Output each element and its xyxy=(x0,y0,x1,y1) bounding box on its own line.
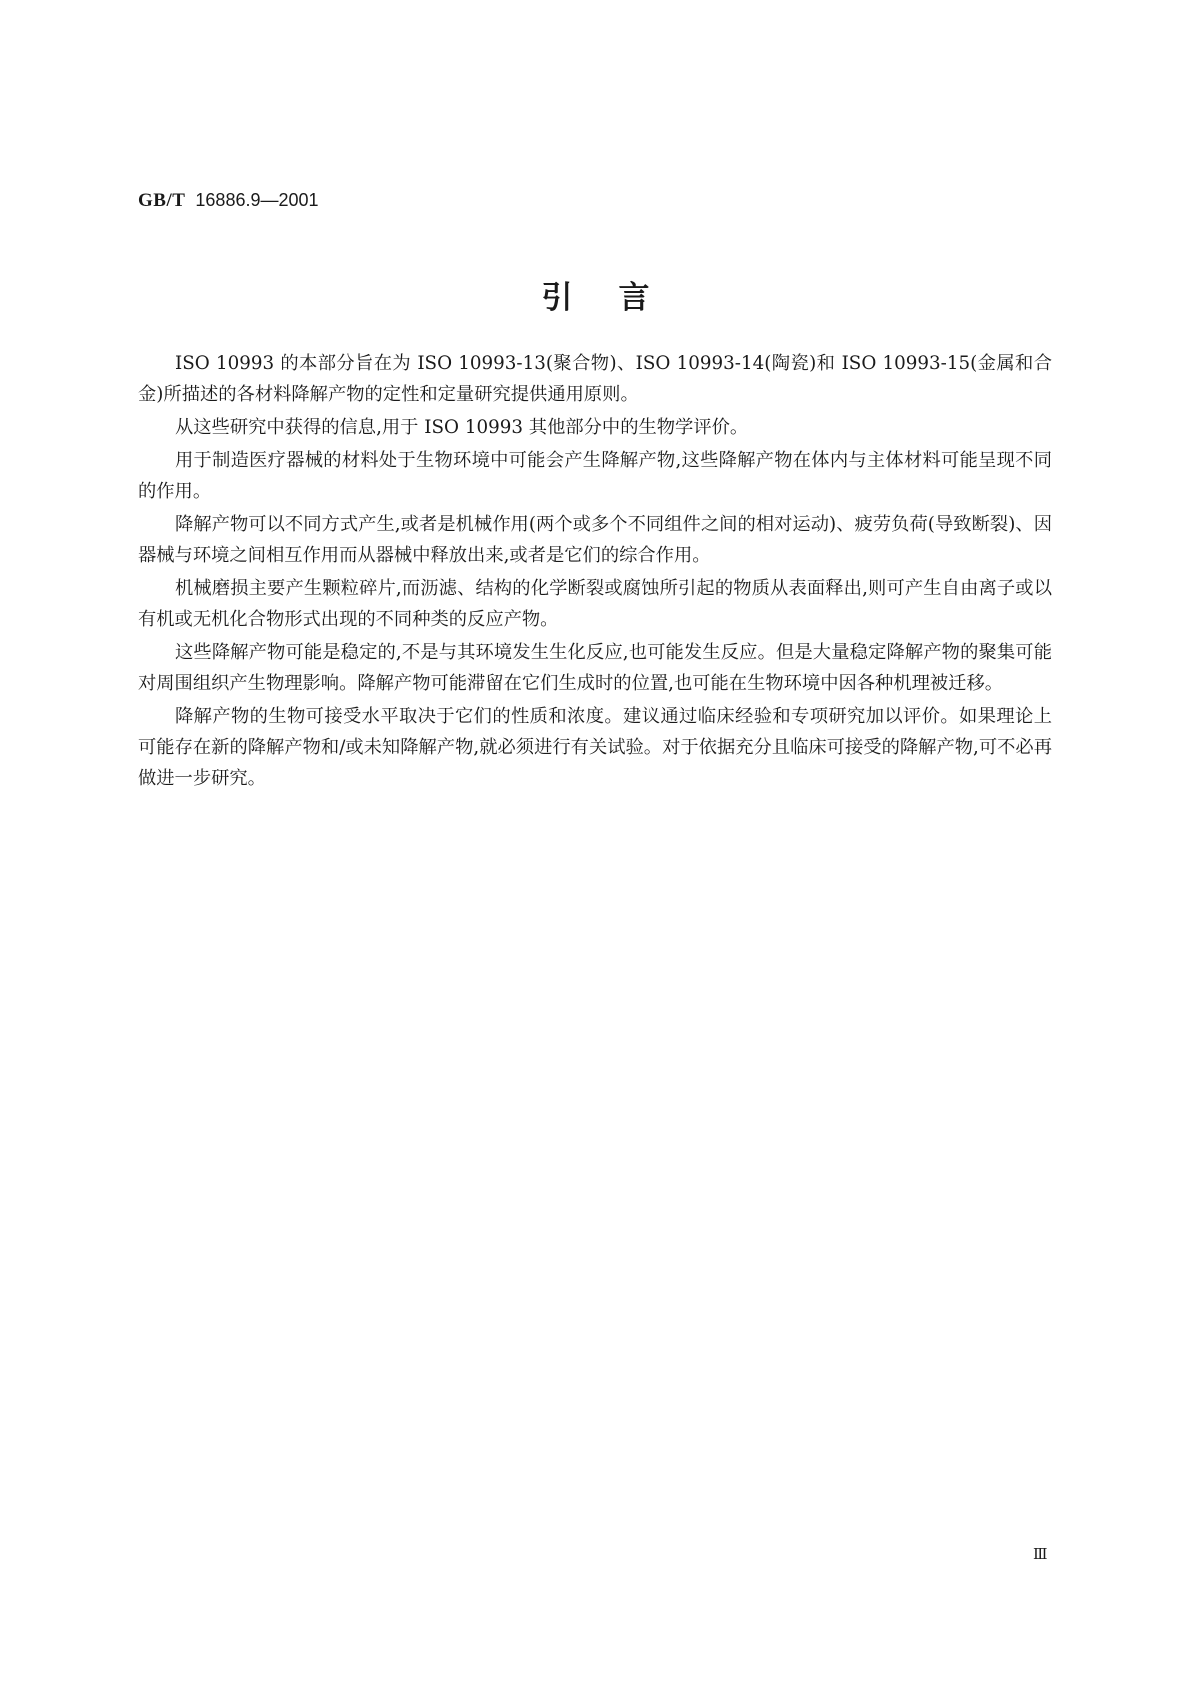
paragraph: ISO 10993 的本部分旨在为 ISO 10993-13(聚合物)、ISO 10993-14(陶瓷)和 ISO 10993-15(金属和合金)所描述的各材料降解产物的定性和定量研究提供通用原则。 xyxy=(138,353,1052,405)
standard-number: 16886.9—2001 xyxy=(195,190,319,210)
standard-prefix: GB/T xyxy=(138,190,186,211)
introduction-body xyxy=(138,348,1052,796)
standard-code-header xyxy=(138,188,319,213)
page-title: 引言 xyxy=(541,280,696,316)
paragraph: 降解产物的生物可接受水平取决于它们的性质和浓度。建议通过临床经验和专项研究加以评价。如果理论上可能存在新的降解产物和/或未知降解产物,就必须进行有关试验。对于依据充分且临床可接受的降解产物,可不必再做进一步研究。 xyxy=(138,706,1052,789)
page-number: Ⅲ xyxy=(1033,1547,1048,1563)
paragraph: 降解产物可以不同方式产生,或者是机械作用(两个或多个不同组件之间的相对运动)、疲劳负荷(导致断裂)、因器械与环境之间相互作用而从器械中释放出来,或者是它们的综合作用。 xyxy=(138,514,1052,566)
paragraph: 这些降解产物可能是稳定的,不是与其环境发生生化反应,也可能发生反应。但是大量稳定降解产物的聚集可能对周围组织产生物理影响。降解产物可能滞留在它们生成时的位置,也可能在生物环境中因各种机理被迁移。 xyxy=(138,642,1052,694)
paragraph: 用于制造医疗器械的材料处于生物环境中可能会产生降解产物,这些降解产物在体内与主体材料可能呈现不同的作用。 xyxy=(138,450,1052,502)
paragraph: 从这些研究中获得的信息,用于 ISO 10993 其他部分中的生物学评价。 xyxy=(175,417,749,438)
paragraph: 机械磨损主要产生颗粒碎片,而沥滤、结构的化学断裂或腐蚀所引起的物质从表面释出,则可产生自由离子或以有机或无机化合物形式出现的不同种类的反应产物。 xyxy=(138,578,1052,630)
